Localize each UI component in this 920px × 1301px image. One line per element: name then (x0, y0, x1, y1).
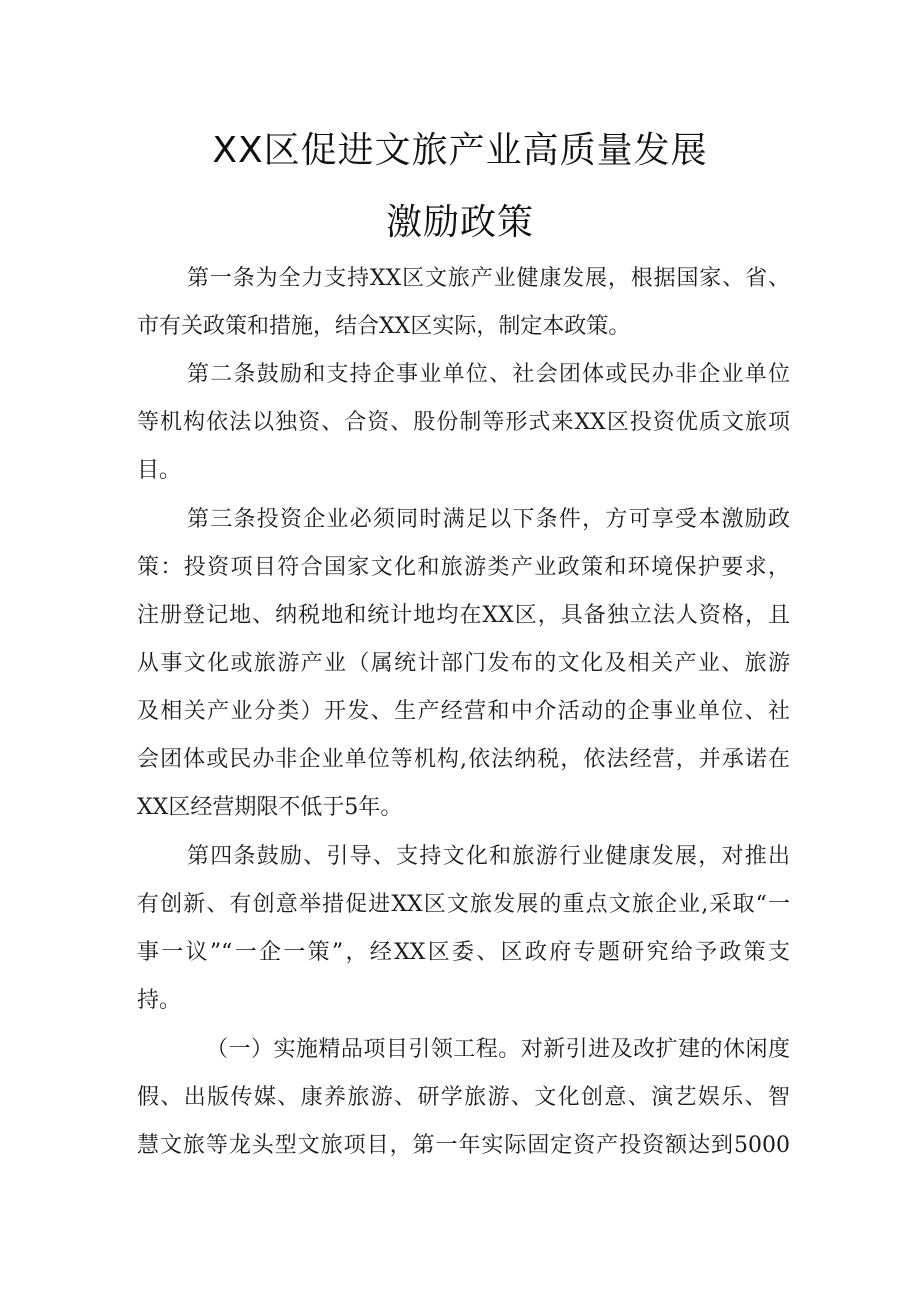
article-2-line-2: 等机构依法以独资、合资、股份制等形式来XX区投资优质文旅项 (137, 410, 790, 435)
article-3-line-2: 策：投资项目符合国家文化和旅游类产业政策和环境保护要求， (137, 555, 790, 580)
article-2-line-3: 目。 (137, 458, 182, 483)
article-3-line-5: 及相关产业分类）开发、生产经营和中介活动的企事业单位、社 (137, 699, 790, 724)
article-1-line-1: 第一条为全力支持XX区文旅产业健康发展，根据国家、省、 (187, 266, 790, 291)
document-title-line-2: 激励政策 (385, 202, 534, 243)
article-4-line-1: 第四条鼓励、引导、支持文化和旅游行业健康发展，对推出 (187, 844, 790, 869)
article-2-line-1: 第二条鼓励和支持企事业单位、社会团体或民办非企业单位 (187, 362, 790, 387)
clause-1-line-1: （一）实施精品项目引领工程。对新引进及改扩建的休闲度 (206, 1037, 790, 1062)
document-title-line-1: XX区促进文旅产业高质量发展 (212, 130, 708, 171)
clause-1-line-2: 假、出版传媒、康养旅游、研学旅游、文化创意、演艺娱乐、智 (137, 1085, 790, 1110)
article-3-line-1: 第三条投资企业必须同时满足以下条件，方可享受本激励政 (187, 507, 790, 532)
article-1-line-2: 市有关政策和措施，结合XX区实际，制定本政策。 (137, 314, 631, 339)
article-3-line-4: 从事文化或旅游产业（属统计部门发布的文化及相关产业、旅游 (137, 651, 790, 676)
article-4-line-4: 持。 (137, 988, 182, 1013)
clause-1-line-3: 慧文旅等龙头型文旅项目，第一年实际固定资产投资额达到5000 (137, 1133, 790, 1158)
article-3-line-3: 注册登记地、纳税地和统计地均在XX区，具备独立法人资格，且 (137, 603, 790, 628)
article-4-line-2: 有创新、有创意举措促进XX区文旅发展的重点文旅企业,采取“一 (137, 892, 790, 917)
article-3-line-7: XX区经营期限不低于5年。 (137, 795, 403, 820)
article-3-line-6: 会团体或民办非企业单位等机构,依法纳税，依法经营，并承诺在 (137, 747, 790, 772)
article-4-line-3: 事一议”“一企一策”，经XX区委、区政府专题研究给予政策支 (137, 940, 790, 965)
